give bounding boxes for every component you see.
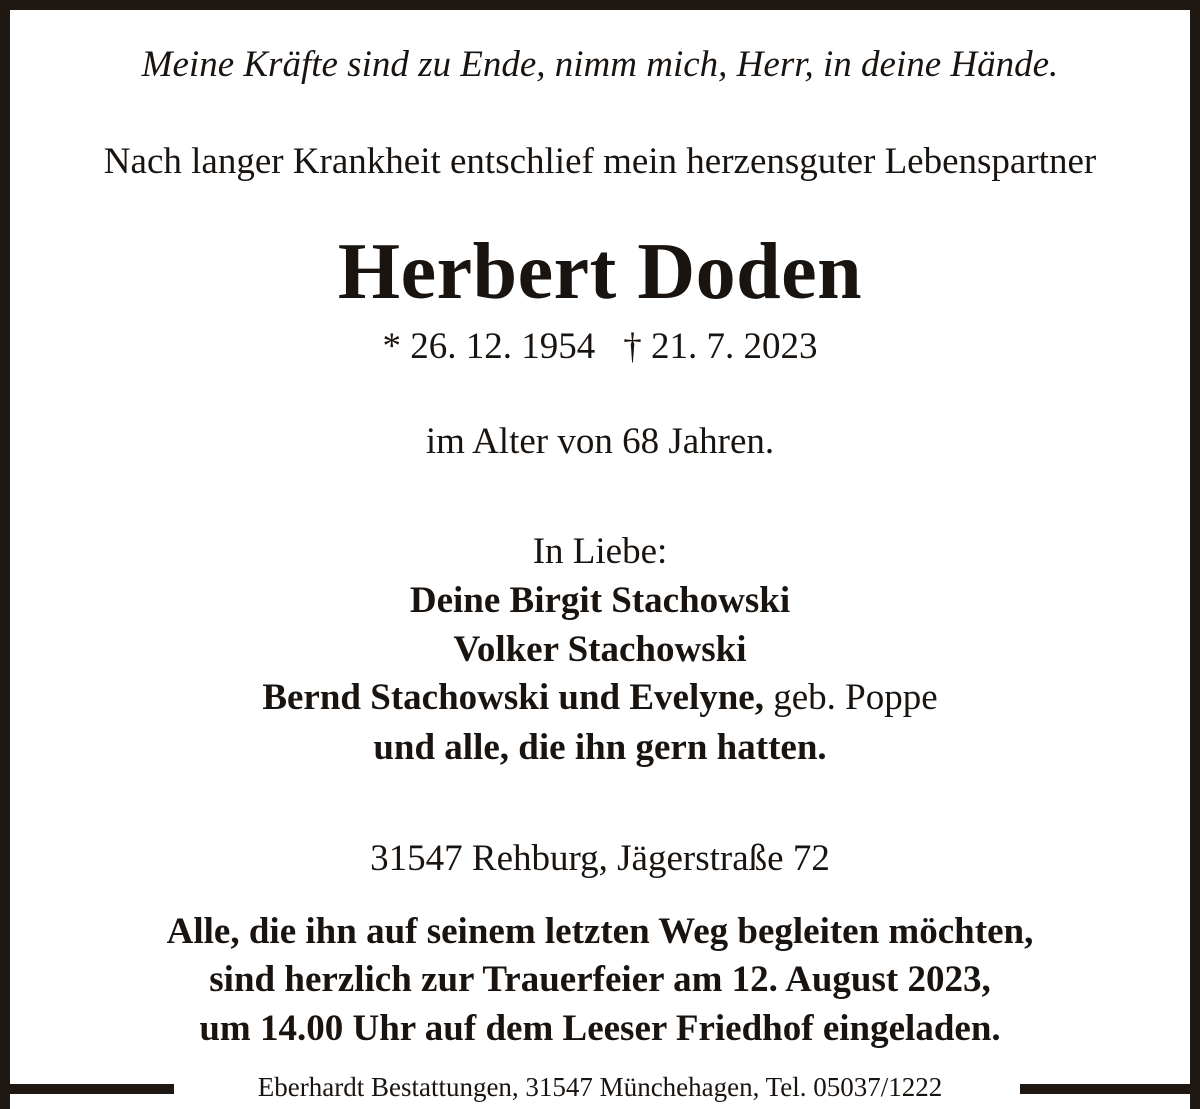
mourner-line: Deine Birgit Stachowski (409, 580, 791, 621)
birth-date: * 26. 12. 1954 (382, 326, 596, 367)
in-love-label: In Liebe: (532, 531, 668, 572)
life-dates (0, 328, 1200, 365)
address: 31547 Rehburg, Jägerstraße 72 (370, 838, 830, 879)
mourner-line (0, 679, 1200, 716)
mourner-line: Volker Stachowski (453, 629, 747, 670)
death-date: † 21. 7. 2023 (623, 326, 818, 367)
invitation-line: um 14.00 Uhr auf dem Leeser Friedhof eingeladen. (199, 1008, 1001, 1049)
age-text: im Alter von 68 Jahren. (425, 421, 775, 462)
deceased-name: Herbert Doden (337, 228, 863, 316)
maiden-name: geb. Poppe (763, 677, 938, 718)
invitation-line: sind herzlich zur Trauerfeier am 12. August 2023, (209, 959, 991, 1000)
funeral-home-footer: Eberhardt Bestattungen, 31547 Münchehagen, Tel. 05037/1222 (257, 1072, 943, 1102)
bible-verse: Meine Kräfte sind zu Ende, nimm mich, Herr, in deine Hände. (141, 44, 1059, 85)
mourner-names: Bernd Stachowski und Evelyne, (262, 677, 764, 718)
invitation-line: Alle, die ihn auf seinem letzten Weg begleiten möchten, (166, 911, 1034, 952)
intro-text: Nach langer Krankheit entschlief mein herzensguter Lebenspartner (103, 141, 1097, 182)
mourner-line: und alle, die ihn gern hatten. (373, 727, 827, 768)
